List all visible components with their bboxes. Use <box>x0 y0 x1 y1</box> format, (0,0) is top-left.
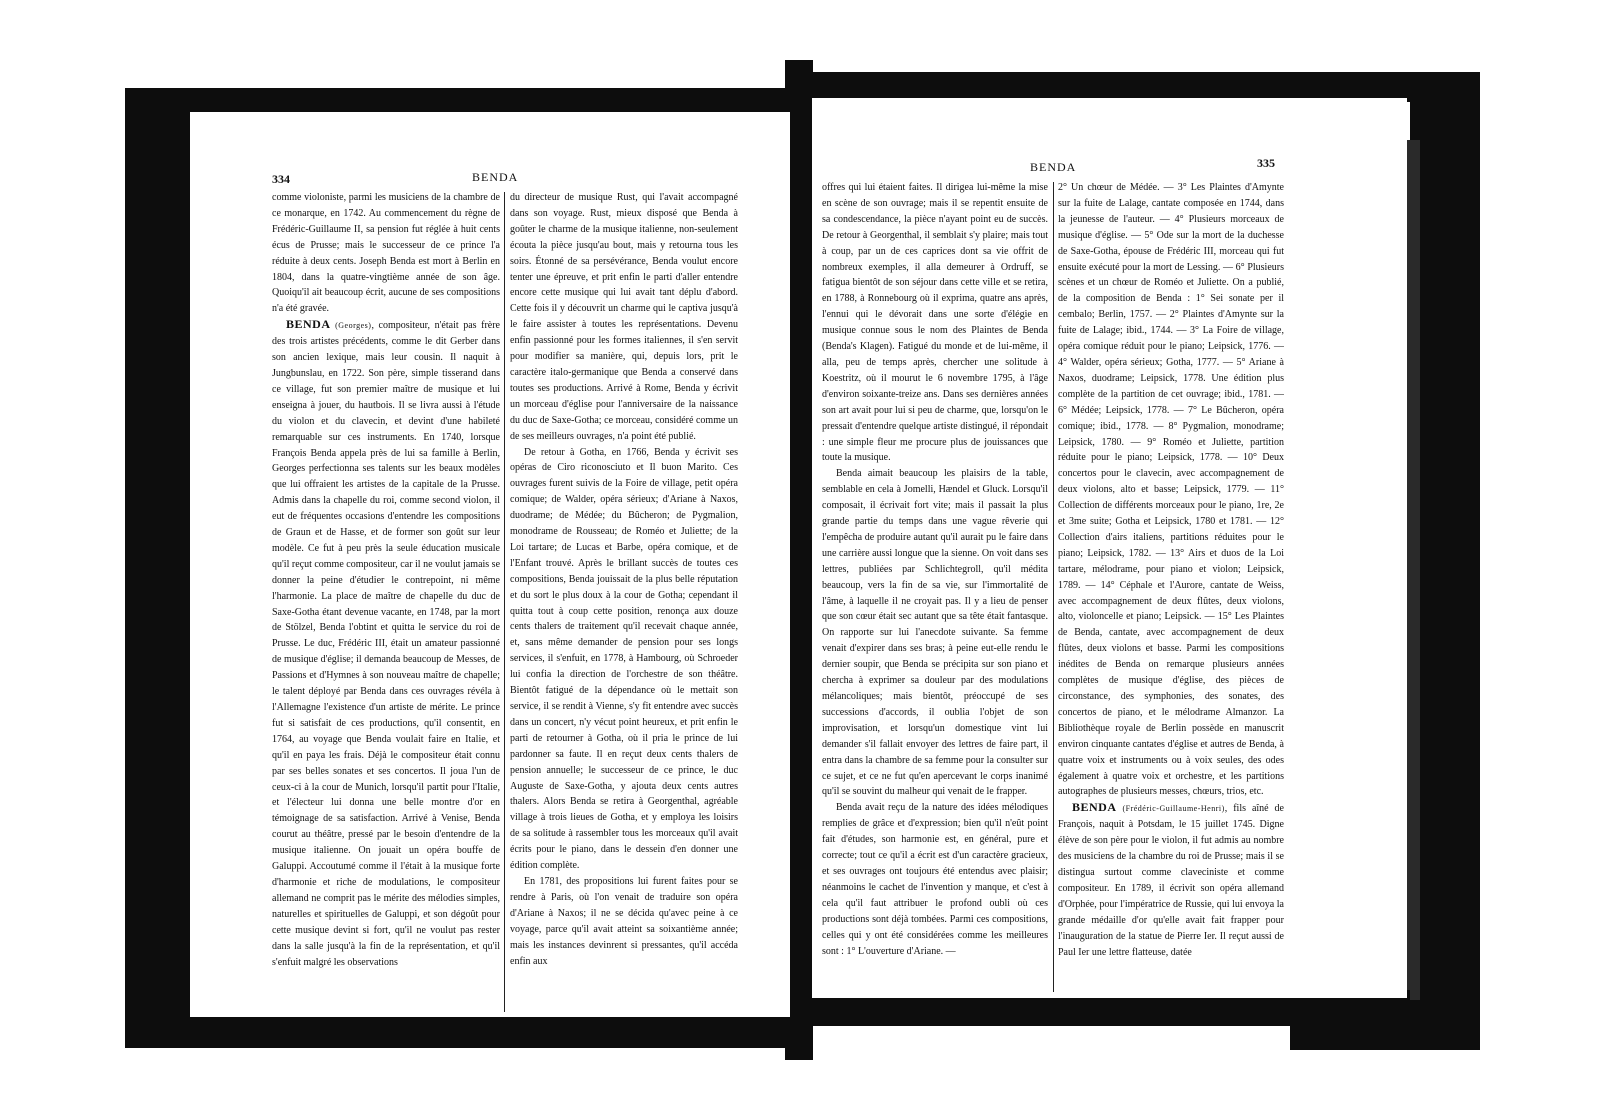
paragraph <box>822 180 1048 466</box>
text-column-2 <box>1058 180 1284 995</box>
entry-given-names: (Frédéric-Guillaume-Henri) <box>1122 804 1225 814</box>
paragraph <box>822 800 1048 959</box>
column-rule <box>504 192 505 1012</box>
paragraph-text: Benda aimait beaucoup les plaisirs de la table, semblable en cela à Jomelli, Hændel et Gluck. Lorsqu'il composait, il écrivait fort vite; mais il passait la plus grande partie du temps dans une vague rêverie qui l'empêcha de produire autant qu'il aurait pu le faire dans une carrière aussi longue que la sienne. On voit dans ses lettres, publiées par Schlichtegroll, qu'il médita beaucoup, vers la fin de sa vie, sur l'immortalité de l'âme, à laquelle il ne croyait pas. Il y a lieu de penser que son cœur était sec autant que sa tête était fantasque. On rapporte sur lui l'anecdote suivante. Sa femme venait d'expirer dans ses bras; à peine eut-elle rendu le dernier soupir, que Benda se précipita sur son piano et chercha à exprimer sa douleur par des modulations mélancoliques; mais bientôt, préoccupé de ses successions d'accords, il oublia l'objet de son improvisation, et lorsqu'un domestique vint lui demander s'il fallait envoyer des lettres de faire part, il entra dans la chambre de sa femme pour la consulter sur ce sujet, et ce ne fut qu'en apercevant le corps inanimé qu'il se souvint du malheur qui venait de le frapper. <box>822 468 1048 798</box>
paragraph-text: , fils aîné de François, naquit à Potsdam, le 15 juillet 1745. Digne élève de son père pour le violon, il fut admis au nombre des musiciens de la chambre du roi de Prusse; mais il se distingua surtout comme claveciniste et comme compositeur. En 1789, il écrivit son opéra allemand d'Orphée, pour l'impératrice de Russie, qui lui envoya la grande médaille d'or qu'elle avait fait frapper pour l'inauguration de la statue de Pierre Ier. Il reçut aussi de Paul Ier une lettre flatteuse, datée <box>1058 803 1284 958</box>
paragraph <box>510 190 738 445</box>
paragraph <box>272 190 500 317</box>
text-column-1 <box>272 190 500 1015</box>
running-head: BENDA <box>1030 160 1077 174</box>
paragraph <box>822 466 1048 800</box>
paragraph-text: De retour à Gotha, en 1766, Benda y écrivit ses opéras de Ciro riconosciuto et Il buon Marito. Ces ouvrages furent suivis de la Foire de village, petit opéra comique; de Walder, opéra sérieux; d'Ariane à Naxos, duodrame; de Médée; du Bûcheron; de Pygmalion, monodrame de Rousseau; de Roméo et Juliette; de la Loi tartare; de Lucas et Barbe, opéra comique, et de l'Enfant trouvé. Après le brillant succès de toutes ces compositions, Benda jouissait de la plus belle réputation et du sort le plus doux à la cour de Gotha; cependant il quitta tout à coup cette position, renonça aux douze cents thalers de traitement qu'il recevait chaque année, et, sans même demander de pension pour ses longs services, il s'enfuit, en 1778, à Hambourg, où Schroeder lui confia la direction de l'orchestre de son théâtre. Bientôt fatigué de la dépendance où le mettait son service, il se rendit à Vienne, s'y fit entendre avec succès dans un concert, n'y vécut point heureux, et prit enfin le parti de retourner à Gotha, où il pria le prince de lui pardonner sa faute. Il en reçut deux cents thalers de pension annuelle; le successeur de ce prince, le duc Auguste de Saxe-Gotha, y ajouta deux cents autres thalers. Alors Benda se retira à Georgenthal, agréable village à trois lieues de Gotha, et y employa les loisirs de sa solitude à rassembler tous les morceaux qu'il avait écrits pour le piano, dans le dessein d'en donner une édition complète. <box>510 446 738 872</box>
entry-heading: BENDA <box>1072 800 1117 815</box>
text-column-1 <box>822 180 1048 995</box>
paragraph <box>1058 800 1284 960</box>
entry-heading: BENDA <box>286 317 331 332</box>
paragraph <box>272 317 500 970</box>
paragraph-text: 2° Un chœur de Médée. — 3° Les Plaintes d'Amynte sur la fuite de Lalage, cantate composée en 1744, dans la jeunesse de l'auteur. — 4° Plusieurs morceaux de musique d'église. — 5° Ode sur la mort de la duchesse de Saxe-Gotha, épouse de Frédéric III, morceau qui fut ensuite exécuté pour la mort de Lessing. — 6° Plusieurs scènes et un chœur de Roméo et Juliette. On a publié, de la composition de Benda : 1° Sei sonate per il cembalo; Berlin, 1757. — 2° Plaintes d'Amynte sur la fuite de Lalage; ibid., 1744. — 3° La Foire de village, opéra comique réduit pour le piano; Leipsick, 1776. — 4° Walder, opéra sérieux; Gotha, 1777. — 5° Ariane à Naxos, duodrame; Leipsick, 1778. Une édition plus complète de la partition de cet ouvrage; ibid., 1781. — 6° Médée; Leipsick, 1778. — 7° Le Bûcheron, opéra comique; ibid., 1778. — 8° Pygmalion, monodrame; Leipsick, 1780. — 9° Roméo et Juliette, partition réduite pour le piano; Leipsick, 1778. — 10° Deux concertos pour le clavecin, avec accompagnement de deux violons, alto et basse; Leipsick, 1779. — 11° Collection de différents morceaux pour le piano, 1re, 2e et 3me suite; Gotha et Leipsick, 1780 et 1781. — 12° Collection d'airs italiens, partitions réduites pour le piano; Leipsick, 1782. — 13° Airs et duos de la Loi tartare, mélodrame, pour piano et violon; Leipsick, 1789. — 14° Céphale et l'Aurore, cantate de Weiss, avec accompagnement de deux flûtes, deux violons, alto, violoncelle et piano; Leipsick. — 15° Les Plaintes de Benda, cantate, avec accompagnement de deux flûtes, deux violons et basse. Parmi les compositions inédites de Benda on remarque plusieurs années complètes de musique d'église, des pièces de circonstance, des symphonies, des sonates, des concertos de piano, et le mélodrame Almanzor. La Bibliothèque royale de Berlin possède en manuscrit environ cinquante cantates d'église et autres de Benda, à quatre voix et instruments ou à voix seules, des odes également à quatre voix et orchestre, et les partitions autographes de plusieurs messes, chœurs, trios, etc. <box>1058 182 1284 798</box>
paragraph-text: , compositeur, n'était pas frère des trois artistes précédents, comme le dit Gerber dans son ancien lexique, mais leur cousin. Il naquit à Jungbunslau, en 1722. Son père, simple tisserand dans ce village, fut son premier maître de musique et lui enseigna à jouer, du hautbois. Il se livra aussi à l'étude du violon et du clavecin, et devint d'une habileté remarquable sur ces instruments. En 1740, lorsque François Benda appela près de lui sa famille à Berlin, Georges perfectionna ses talents sur les beaux modèles que lui offraient les artistes de la capitale de la Prusse. Admis dans la chapelle du roi, comme second violon, il eut de fréquentes occasions d'entendre les compositions de Graun et de Hasse, et de former son goût sur leur modèle. Ce fut à peu près la seule éducation musicale qu'il reçut comme compositeur, car il ne voulut jamais se donner la peine d'étudier le contrepoint, ni même l'harmonie. La place de maître de chapelle du duc de Saxe-Gotha étant devenue vacante, en 1748, par la mort de Stölzel, Benda l'obtint et quitta le service du roi de Prusse. Le duc, Frédéric III, était un amateur passionné de musique d'église; il demanda beaucoup de Messes, de Passions et d'Hymnes à son nouveau maître de chapelle; le talent déployé par Benda dans ces ouvrages révéla à l'Allemagne l'existence d'un artiste de mérite. Le prince fut si satisfait de ces productions, qu'il consentit, en 1764, au voyage que Benda voulait faire en Italie, et qu'il en paya les frais. Déjà le compositeur était connu par ses belles sonates et ses concertos. Il joua l'un de ceux-ci à la cour de Munich, lorsqu'il partit pour l'Italie, et l'électeur lui donna une belle montre d'or en témoignage de sa satisfaction. Arrivé à Venise, Benda courut au théâtre, pressé par le besoin d'entendre de la musique italienne. On jouait un opéra bouffe de Galuppi. Accoutumé comme il l'était à la musique forte d'harmonie et riche de modulations, le compositeur allemand ne comprit pas le mérite des mélodies simples, naturelles et spirituelles de Galuppi, et son dégoût pour cette musique devint si fort, qu'il ne voulut pas rester dans la salle jusqu'à la fin de la représentation, et qu'il s'enfuit malgré les observations <box>272 320 500 968</box>
running-head: BENDA <box>472 170 519 184</box>
page-number: 335 <box>1257 156 1275 170</box>
right-page <box>812 98 1407 998</box>
scan-border-right-edge <box>1410 72 1480 1032</box>
paragraph-text: Benda avait reçu de la nature des idées mélodiques remplies de grâce et d'expression; bien qu'il n'eût point fait d'études, son harmonie est, en général, pure et correcte; tout ce qu'il a écrit est d'un caractère gracieux, et ses ouvrages ont toujours été entendus avec plaisir; néanmoins le cachet de l'invention y manque, et c'est à cela qu'il faut attribuer le profond oubli où ces productions sont déjà tombées. Parmi ces compositions, celles qui y ont été considérées comme les meilleures sont : 1° L'ouverture d'Ariane. — <box>822 802 1048 957</box>
paragraph-text: comme violoniste, parmi les musiciens de la chambre de ce monarque, en 1742. Au commencement du règne de Frédéric-Guillaume II, sa pension fut réglée à huit cents écus de Prusse; mais le successeur de ce prince l'a réduite à deux cents. Joseph Benda est mort à Berlin en 1804, dans la quatre-vingtième année de son âge. Quoiqu'il ait beaucoup écrit, aucune de ses compositions n'a été gravée. <box>272 192 500 315</box>
paragraph-text: du directeur de musique Rust, qui l'avait accompagné dans son voyage. Rust, mieux disposé que Benda à goûter le charme de la musique italienne, non-seulement écouta la pièce jusqu'au bout, mais y retourna tous les soirs. Étonné de sa persévérance, Benda voulut encore tenter une épreuve, et prit enfin le parti d'aller entendre encore cette musique qui lui avait tant déplu d'abord. Cette fois il y découvrit un charme qui le captiva jusqu'à le faire assister à toutes les représentations. Devenu enfin passionné pour les formes italiennes, il s'en servit pour modifier sa manière, qui, depuis lors, prit le caractère italo-germanique que Benda a conservé dans toutes ses productions. Arrivé à Rome, Benda y écrivit un morceau d'église pour l'anniversaire de la naissance du duc de Saxe-Gotha; ce morceau, considéré comme un de ses meilleurs ouvrages, n'a point été publié. <box>510 192 738 442</box>
entry-given-names: (Georges) <box>335 321 372 331</box>
paragraph <box>1058 180 1284 800</box>
paragraph-text: En 1781, des propositions lui furent faites pour se rendre à Paris, où l'on venait de traduire son opéra d'Ariane à Naxos; il ne se décida qu'avec peine à ce voyage, parce qu'il avait atteint sa soixantième année; mais les instances devinrent si pressantes, qu'il accéda enfin aux <box>510 875 738 967</box>
scan-border-left-edge <box>125 88 195 1048</box>
left-page <box>190 112 790 1017</box>
text-column-2 <box>510 190 738 1015</box>
paragraph <box>510 445 738 874</box>
scan-border-right-corner <box>1290 1000 1480 1050</box>
column-rule <box>1053 182 1054 992</box>
page-number: 334 <box>272 172 290 186</box>
paragraph-text: offres qui lui étaient faites. Il dirigea lui-même la mise en scène de son ouvrage; mais il se repentit ensuite de sa condescendance, la pièce n'ayant point eu de succès. De retour à Georgenthal, il semblait s'y plaire; mais tout à coup, par un de ces caprices dont sa vie offrit de nombreux exemples, il alla demeurer à Ordruff, se fatigua bientôt de son séjour dans cette ville et se retira, en 1788, à Ronnebourg où il exprima, quatre ans après, l'ennui qui le dévorait dans une sorte d'élégie en musique connue sous le nom des Plaintes de Benda (Benda's Klagen). Fatigué du monde et de lui-même, il alla, peu de temps après, chercher une solitude à Koestritz, où il mourut le 6 novembre 1795, à l'âge d'environ soixante-treize ans. Dans ses dernières années son art avait pour lui si peu de charme, que, lorsqu'on le pressait d'entendre quelque artiste distingué, il répondait : une simple fleur me procure plus de jouissances que toute la musique. <box>822 182 1048 464</box>
paragraph <box>510 874 738 969</box>
